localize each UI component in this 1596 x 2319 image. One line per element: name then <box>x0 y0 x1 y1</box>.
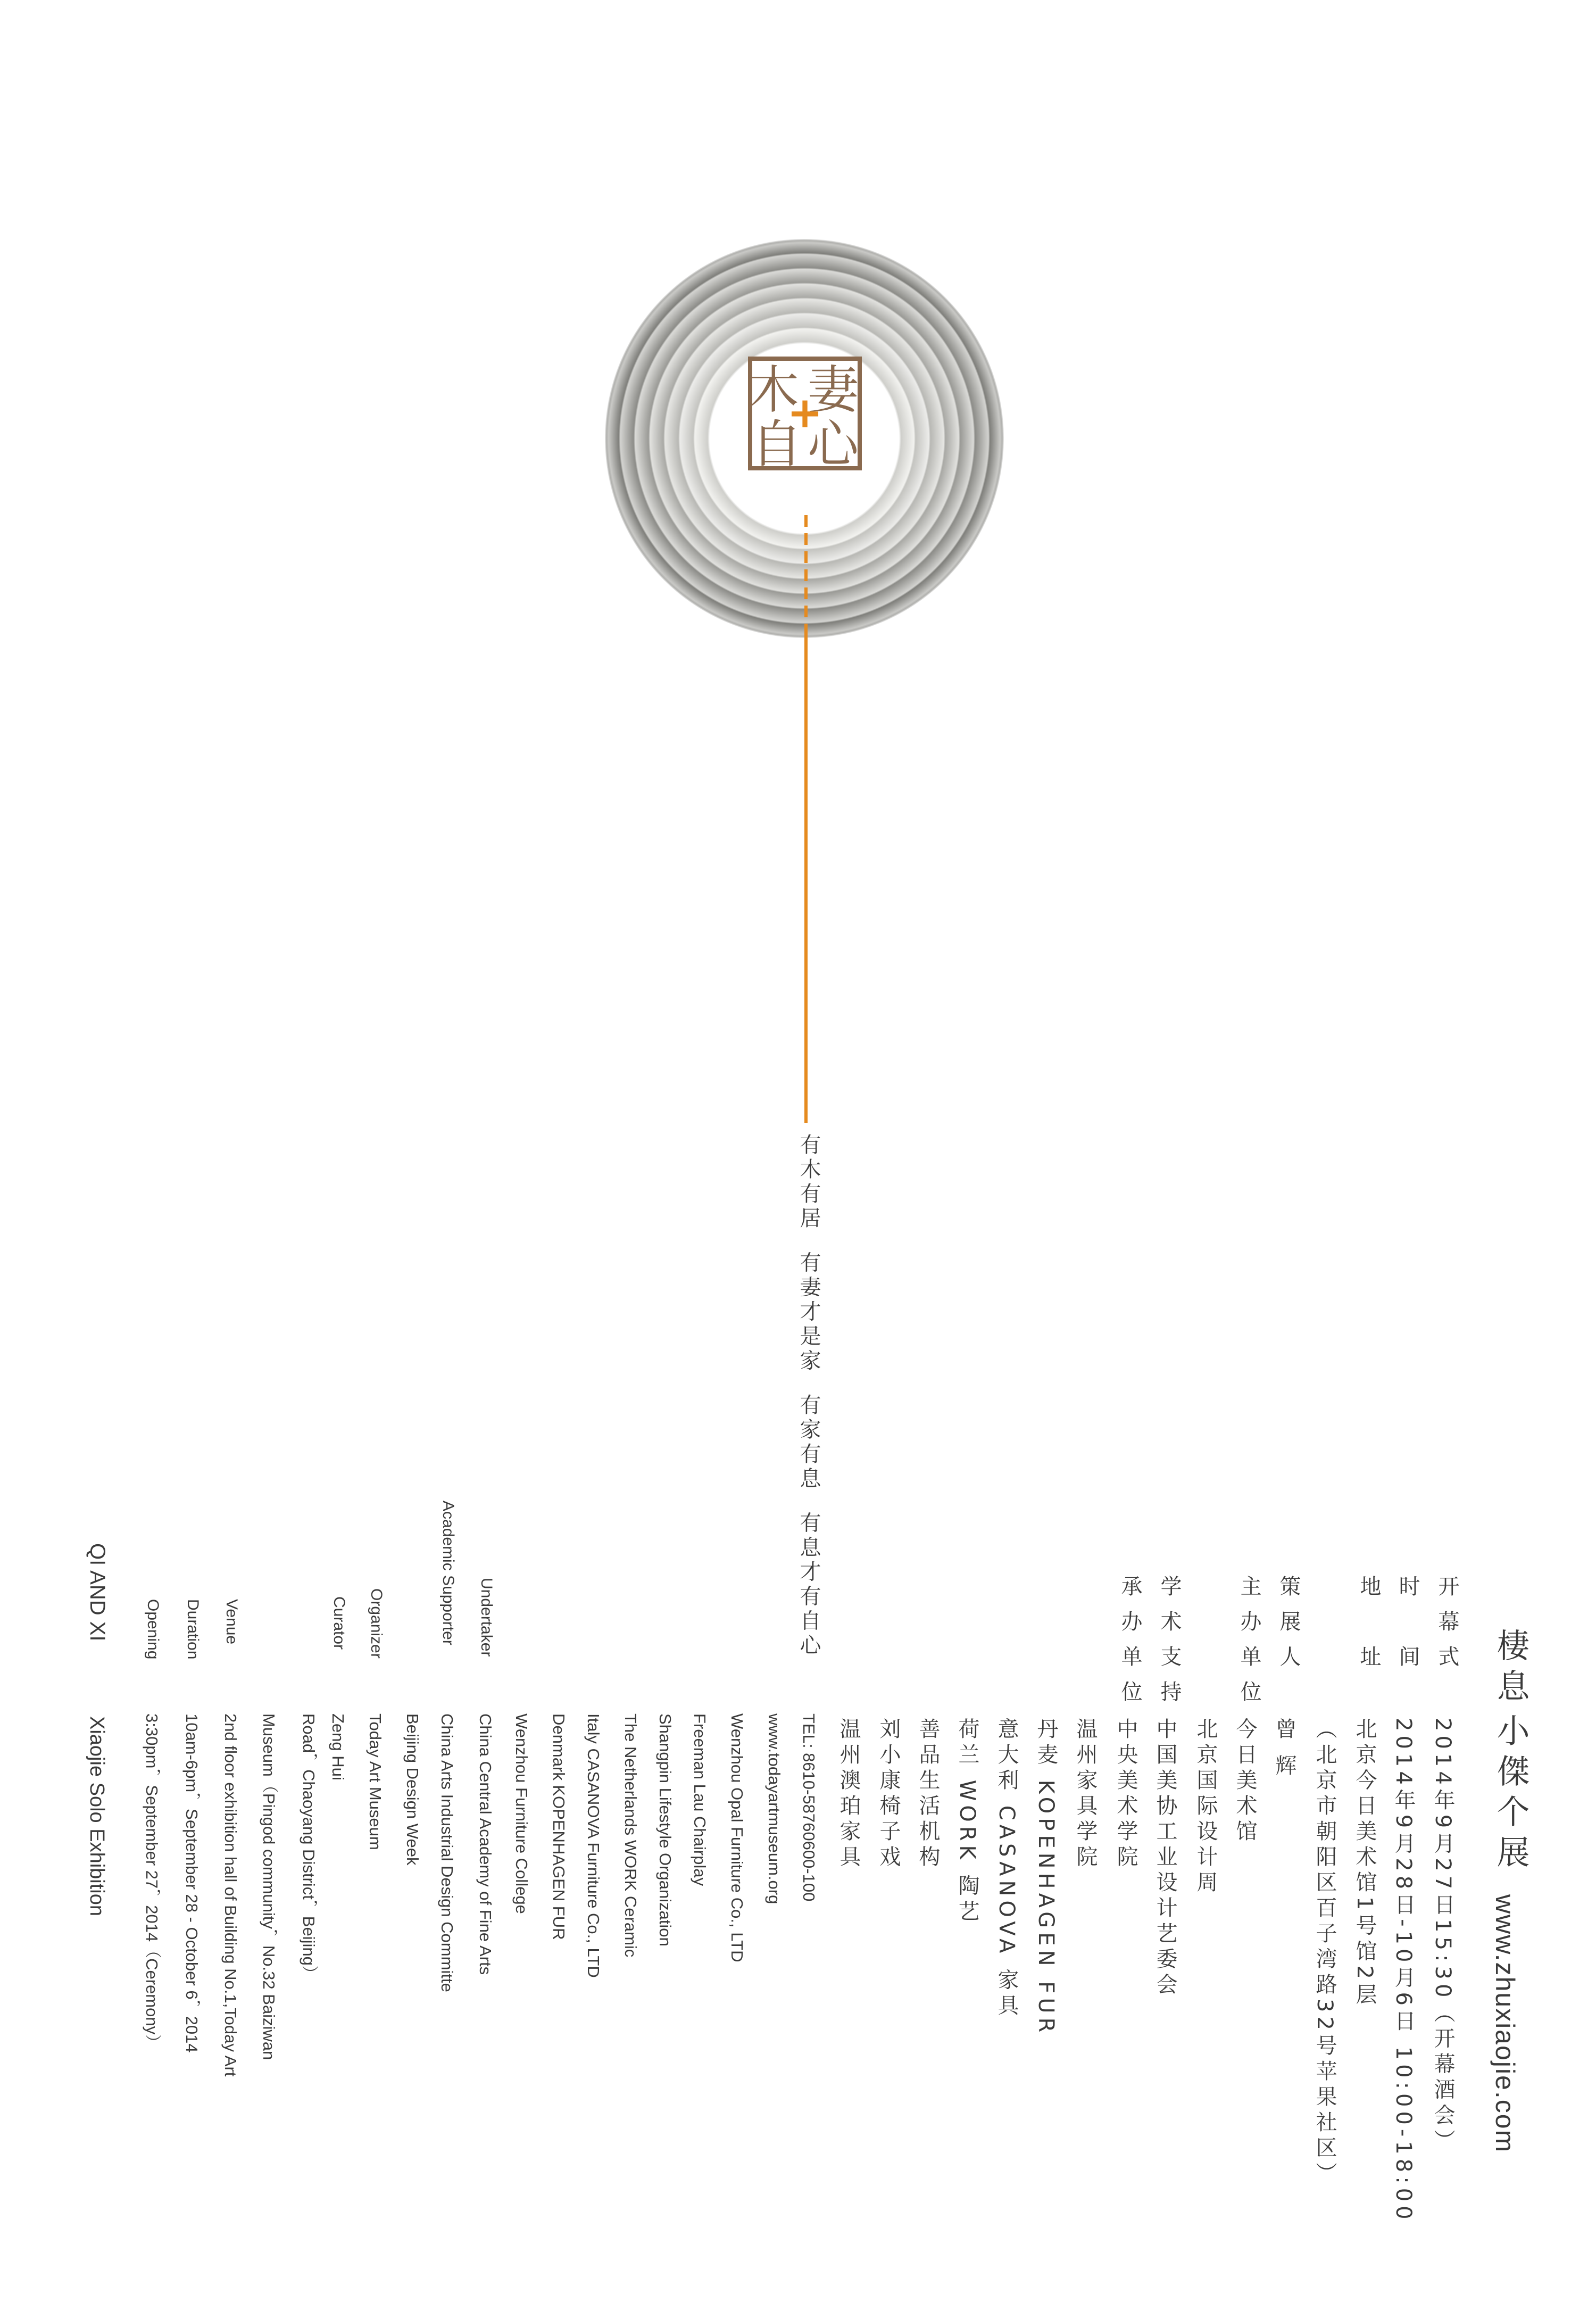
cn-label-academic: 学术支持 <box>1157 1575 1182 1716</box>
cn-undertaker-1: 温州家具学院 <box>1073 1718 1098 1871</box>
connector-line <box>804 627 808 1123</box>
cn-undertaker-2: 丹麦 KOPENHAGEN FUR <box>1034 1718 1058 2037</box>
en-undertaker-3: Italy CASANOVA Furniture Co., LTD <box>584 1713 603 1978</box>
cn-undertaker-3: 意大利 CASANOVA 家具 <box>994 1718 1019 2020</box>
en-academic-1: China Arts Industrial Design Committe <box>438 1713 456 1992</box>
cn-undertaker-6: 刘小康椅子戏 <box>876 1718 901 1871</box>
cn-label-time: 时 间 <box>1395 1575 1420 1680</box>
en-label-organizer: Organizer <box>368 1588 385 1659</box>
en-undertaker-4: The Netherlands WORK Ceramic <box>621 1713 640 1958</box>
en-venue-line1: 2nd floor exhibition hall of Building No.1,Today Art <box>221 1713 240 2077</box>
en-undertaker-2: Denmark KOPENHAGEN FUR <box>550 1713 568 1940</box>
seal-char-3: 自 <box>751 415 802 471</box>
en-undertaker-6: Freeman Lau Chairplay <box>691 1713 709 1886</box>
en-opening-value: 3:30pm，September 27，2014（Ceremony） <box>143 1713 161 2051</box>
cn-academic-2: 中央美术学院 <box>1113 1718 1138 1871</box>
en-organizer-1: Today Art Museum <box>366 1713 385 1850</box>
en-label-undertaker: Undertaker <box>478 1578 495 1657</box>
seal-char-1: 木 <box>748 360 799 420</box>
seal-char-4: 心 <box>808 415 859 471</box>
en-curator-value: Zeng Hui <box>329 1713 347 1780</box>
cn-opening-value: 2014年9月27日15:30（开幕酒会） <box>1431 1718 1455 2155</box>
cn-label-address: 地 址 <box>1357 1575 1381 1680</box>
dashed-line <box>804 515 808 627</box>
cn-label-organizer: 主办单位 <box>1237 1575 1261 1716</box>
en-telephone: TEL: 8610-58760600-100 <box>800 1713 818 1902</box>
seal-plus: + <box>787 388 823 437</box>
cn-undertaker-4: 荷兰 WORK 陶艺 <box>955 1718 979 1926</box>
cn-organizer-1: 今日美术馆 <box>1233 1718 1257 1845</box>
en-label-opening: Opening <box>144 1599 162 1660</box>
en-label-duration: Duration <box>184 1599 202 1660</box>
cn-undertaker-7: 温州澳珀家具 <box>836 1718 861 1871</box>
en-undertaker-1: Wenzhou Furniture College <box>512 1713 531 1914</box>
cn-time-value: 2014年9月28日-10月6日 10:00-18:00 <box>1391 1718 1416 2224</box>
cn-label-curator: 策展人 <box>1276 1575 1301 1680</box>
en-venue-line2: Museum（Pingod community，No.32 Baiziwan <box>260 1713 278 2060</box>
cn-website: www.zhuxiaojie.com <box>1490 1894 1520 2154</box>
en-label-academic: Academic Supporter <box>439 1501 457 1645</box>
en-label-venue: Venue <box>223 1599 240 1645</box>
seal-char-2: 妻 <box>808 360 859 420</box>
en-academic-2: China Central Academy of Fine Arts <box>476 1713 495 1975</box>
cn-organizer-2: 北京国际设计周 <box>1193 1718 1218 1896</box>
cn-address-line1: 北京今日美术馆1号馆2层 <box>1352 1718 1377 2009</box>
cn-subtitle: 小傑个展 <box>1491 1713 1530 1875</box>
slogan: 有木有居 有妻才是家 有家有息 有息才有自心 <box>796 1133 821 1659</box>
en-subtitle: Xiaojie Solo Exhibition <box>86 1716 108 1917</box>
seal-logo <box>747 355 863 471</box>
cn-curator-value: 曾 辉 <box>1272 1718 1296 1780</box>
cn-academic-1: 中国美协工业设计艺委会 <box>1153 1718 1177 1999</box>
cn-address-line2: （北京市朝阳区百子湾路32号苹果社区） <box>1312 1718 1337 2188</box>
en-title: QI AND XI <box>86 1543 109 1642</box>
en-organizer-2: Beijing Design Week <box>403 1713 422 1866</box>
cn-label-undertaker: 承办单位 <box>1118 1575 1142 1716</box>
en-undertaker-7: Wenzhou Opal Furniture Co., LTD <box>728 1713 746 1962</box>
en-duration-value: 10am-6pm，September 28 - October 6，2014 <box>182 1713 201 2053</box>
en-label-curator: Curator <box>330 1596 348 1650</box>
en-website-link[interactable]: www.todayartmuseum.org <box>765 1713 784 1904</box>
cn-title: 棲息 <box>1491 1628 1530 1709</box>
en-undertaker-5: Shangpin Lifestyle Organization <box>656 1713 675 1947</box>
cn-label-opening: 开幕式 <box>1435 1575 1459 1680</box>
en-venue-line3: Road，Chaoyang District，Beijing） <box>300 1713 318 1982</box>
cn-undertaker-5: 善品生活机构 <box>916 1718 940 1871</box>
